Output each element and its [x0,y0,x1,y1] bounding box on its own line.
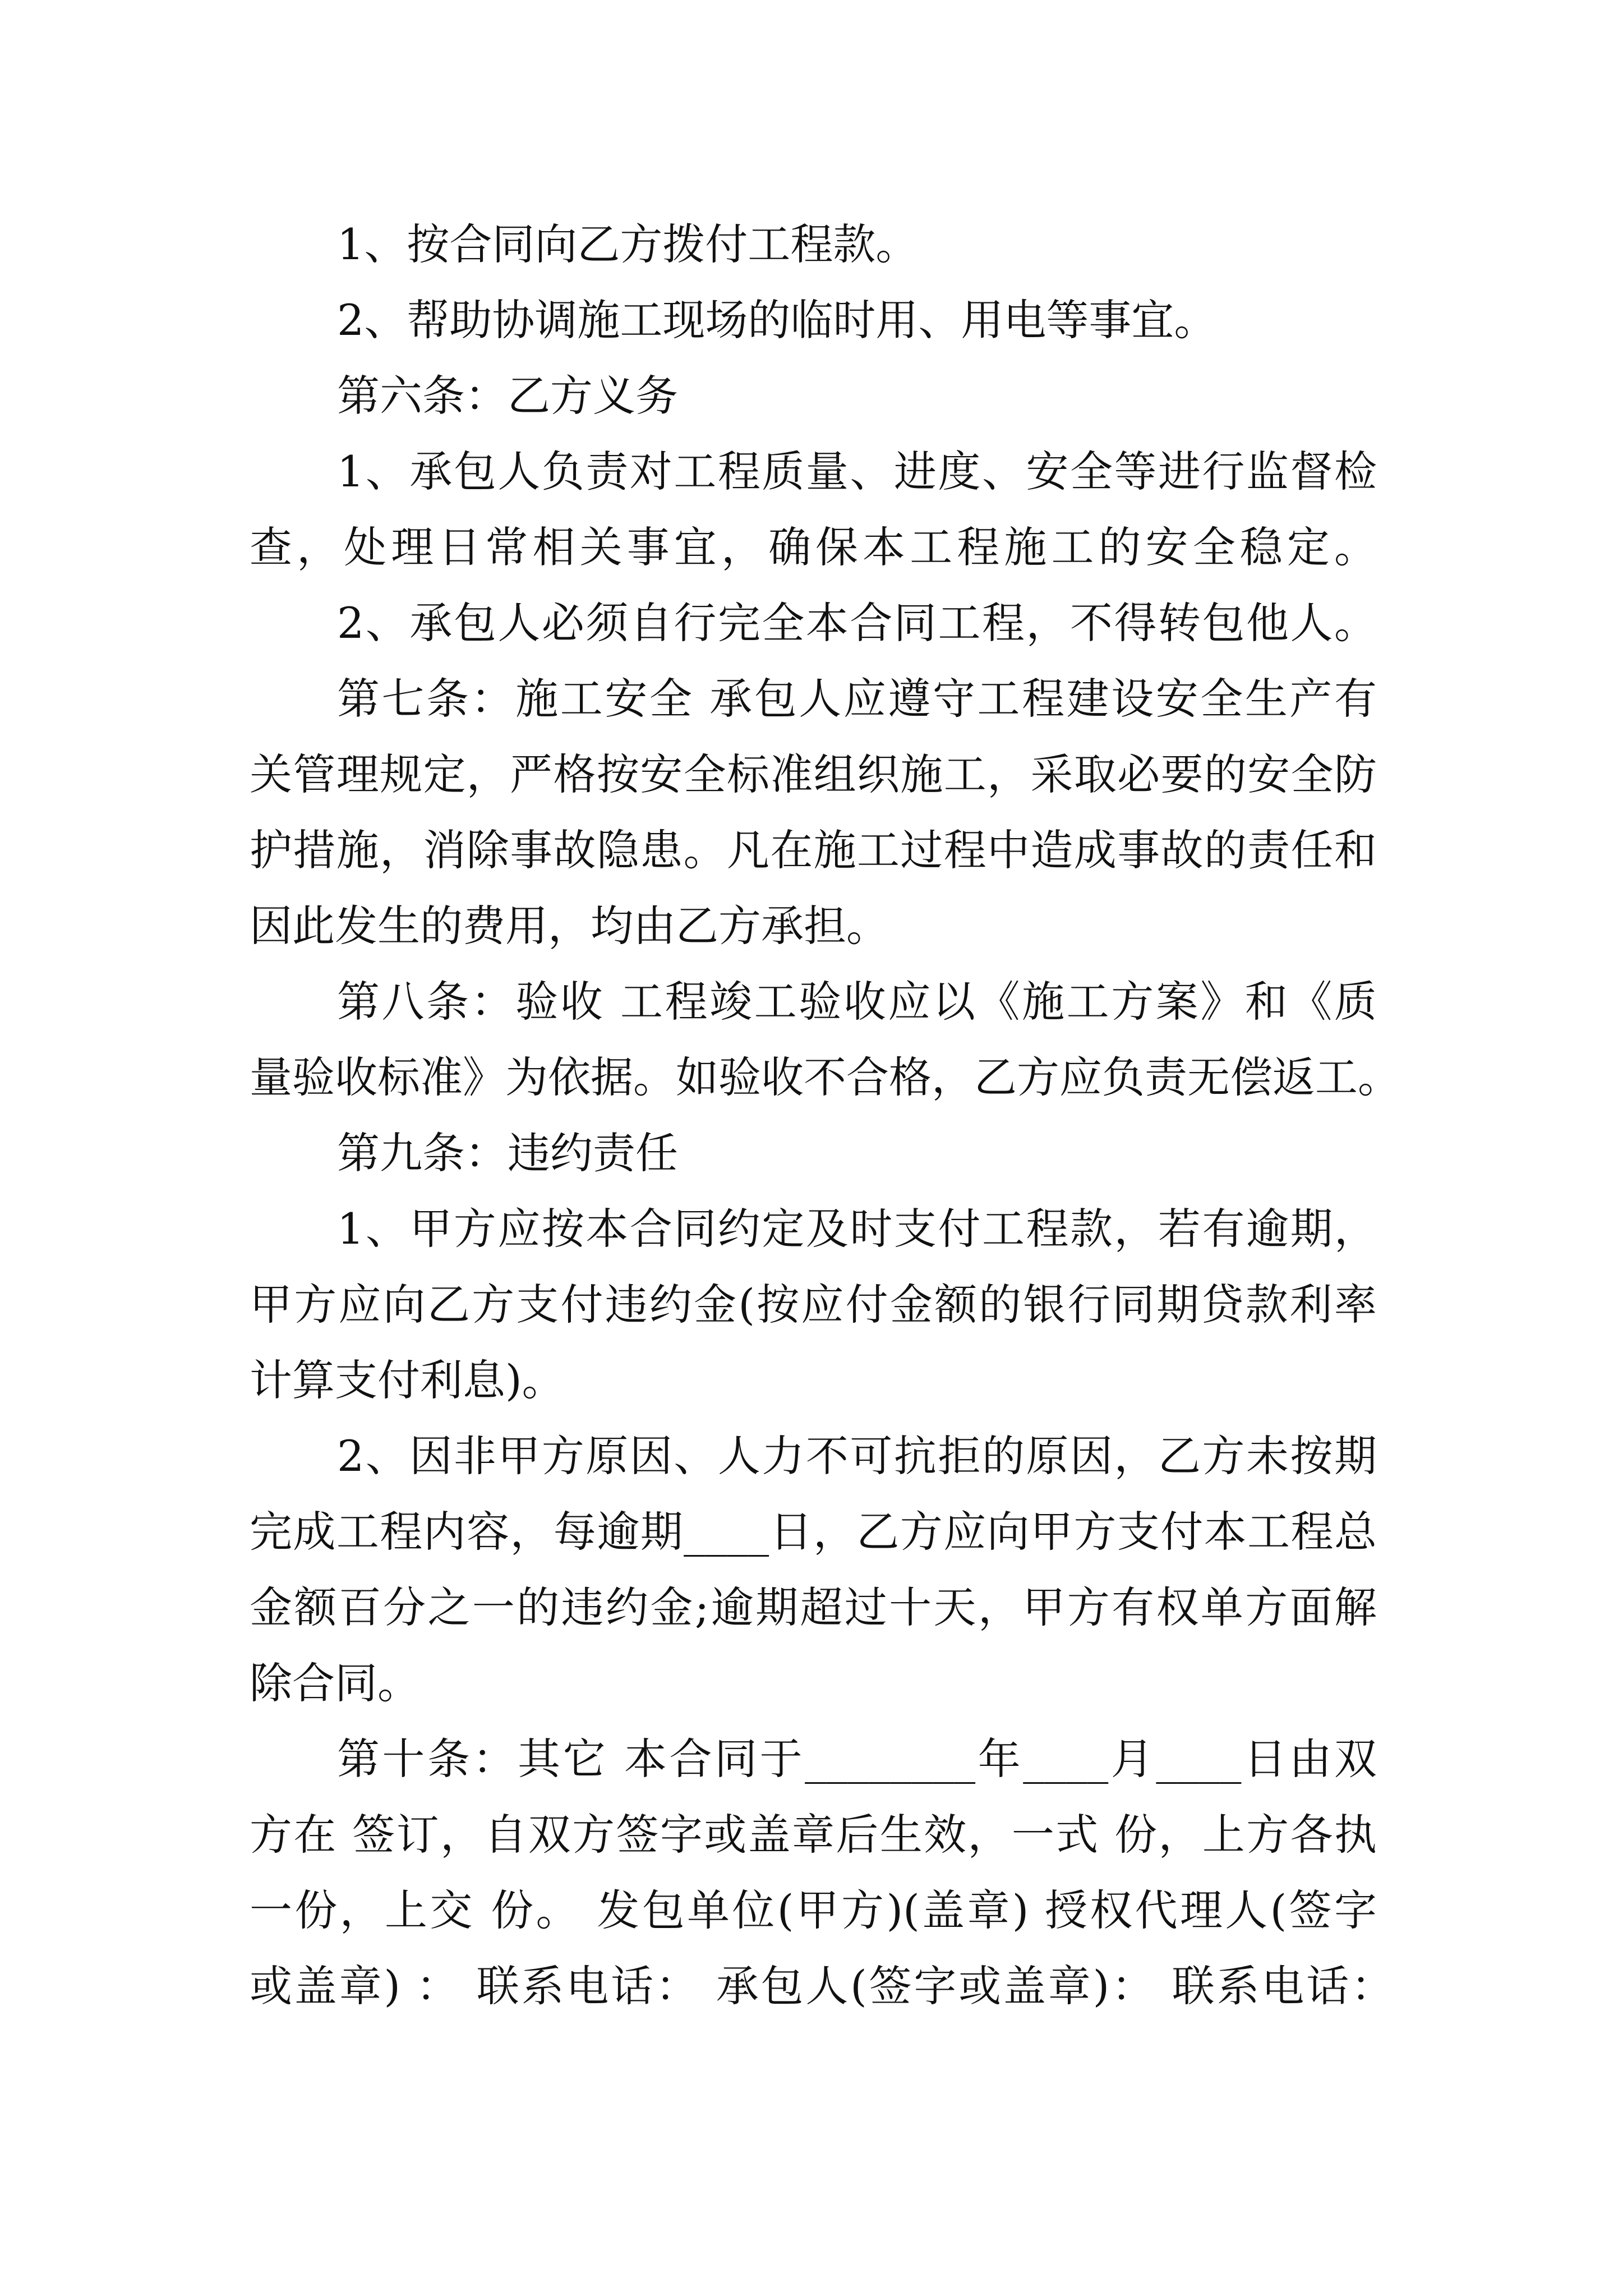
clause-7-line-4: 因此发生的费用，均由乙方承担。 [250,901,889,951]
clause-9-heading: 第九条：违约责任 [337,1128,678,1178]
clause-6-item-2: 2、承包人必须自行完全本合同工程，不得转包他人。 [337,598,1377,648]
clause-6-item-1-line-1: 1、承包人负责对工程质量、进度、安全等进行监督检 [337,447,1377,496]
clause-8-line-1: 第八条：验收 工程竣工验收应以《施工方案》和《质 [337,977,1377,1027]
clause-9-item-1-line-3: 计算支付利息)。 [250,1355,565,1405]
clause-7-line-2: 关管理规定，严格按安全标准组织施工，采取必要的安全防 [250,749,1377,799]
clause-9-item-1-line-1: 1、甲方应按本合同约定及时支付工程款，若有逾期， [337,1204,1377,1254]
clause-6-heading: 第六条：乙方义务 [337,371,678,421]
clause-9-item-2-line-2: 完成工程内容，每逾期____日，乙方应向甲方支付本工程总 [250,1507,1377,1557]
clause-6-item-1-line-2: 查，处理日常相关事宜，确保本工程施工的安全稳定。 [250,522,1377,572]
clause-5-item-1: 1、按合同向乙方拨付工程款。 [337,219,919,269]
clause-10-line-3: 一份，上交 份。 发包单位(甲方)(盖章) 授权代理人(签字 [250,1885,1377,1935]
clause-10-line-1: 第十条：其它 本合同于________年____月____日由双 [337,1734,1377,1784]
clause-5-item-2: 2、帮助协调施工现场的临时用、用电等事宜。 [337,295,1217,345]
clause-7-line-1: 第七条：施工安全 承包人应遵守工程建设安全生产有 [337,674,1377,724]
clause-10-line-4: 或盖章) ： 联系电话： 承包人(签字或盖章)： 联系电话： [250,1961,1394,2011]
clause-9-item-2-line-1: 2、因非甲方原因、人力不可抗拒的原因，乙方未按期 [337,1431,1377,1481]
clause-10-line-2: 方在 签订，自双方签字或盖章后生效，一式 份，上方各执 [250,1810,1377,1860]
clause-9-item-2-line-4: 除合同。 [250,1658,420,1708]
clause-9-item-1-line-2: 甲方应向乙方支付违约金(按应付金额的银行同期贷款利率 [250,1280,1377,1329]
clause-9-item-2-line-3: 金额百分之一的违约金;逾期超过十天，甲方有权单方面解 [250,1582,1377,1632]
clause-8-line-2: 量验收标准》为依据。如验收不合格，乙方应负责无偿返工。 [250,1052,1400,1102]
clause-7-line-3: 护措施，消除事故隐患。凡在施工过程中造成事故的责任和 [250,825,1377,875]
